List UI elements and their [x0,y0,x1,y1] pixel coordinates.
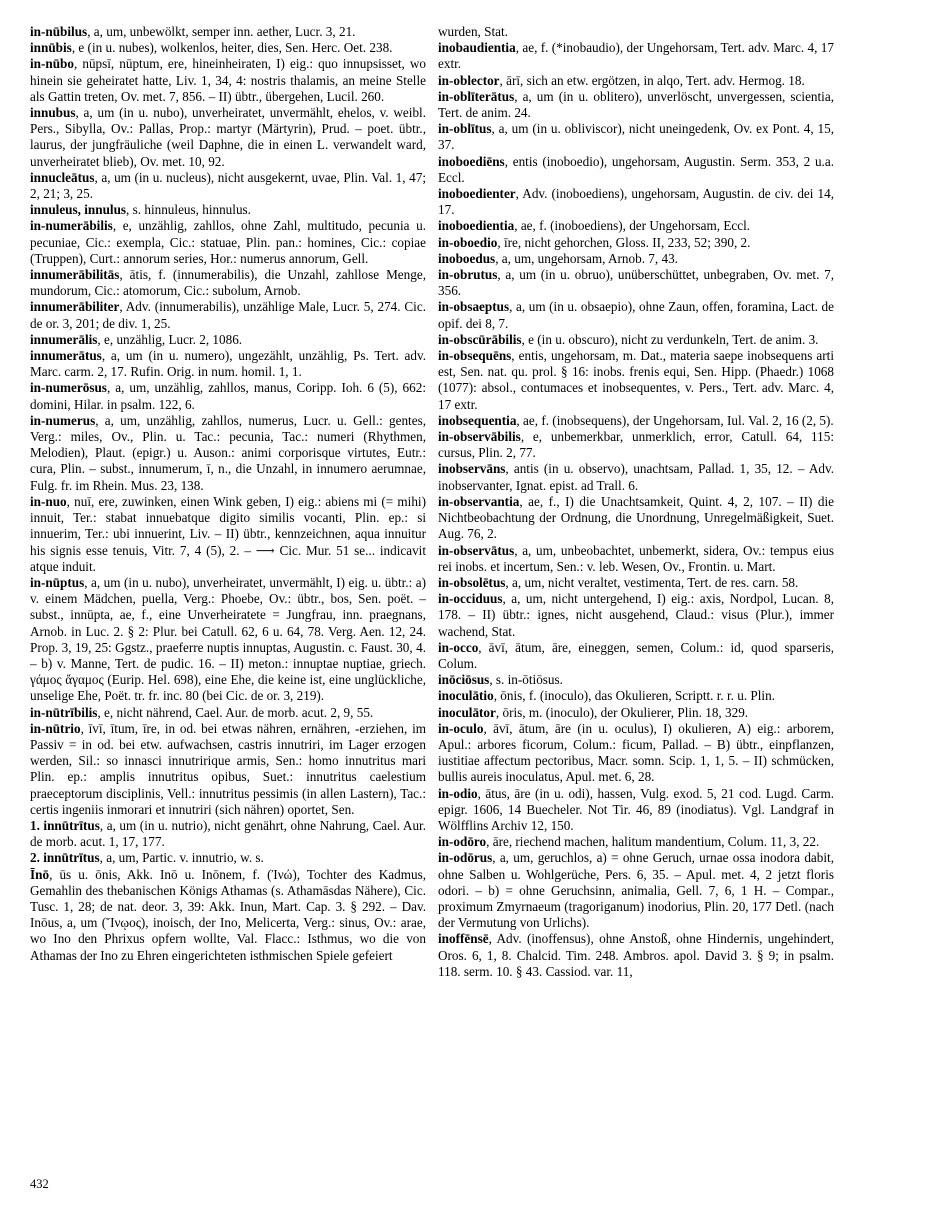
dictionary-entry [30,218,426,267]
dictionary-entry [438,721,834,786]
entry-definition: , s. hinnuleus, hinnulus. [126,202,251,218]
entry-headword: in-nūtrio [30,720,81,736]
entry-headword: inoculātor [438,704,496,720]
dictionary-entry [438,850,834,931]
dictionary-entry [438,834,834,850]
entry-definition: , nūpsī, nūptum, ere, hineinheiraten, I) eig.: quo innupsisset, wo hinein sie geheiratet hatte, Liv. 1, 34, 4: nostris thalamis, an meine Stelle als Gattin treten, Ov. met. 7, 856. – II) übtr., übergehen, Lucil. 260. [30,56,426,104]
entry-headword: in-occiduus [438,591,503,607]
entry-headword: in-odōro [438,834,487,850]
dictionary-entry [30,818,426,850]
dictionary-entry [438,267,834,299]
dictionary-entry [438,332,834,348]
dictionary-entry [438,494,834,543]
dictionary-entry [30,575,426,705]
dictionary-entry [30,413,426,494]
dictionary-entry [438,186,834,218]
dictionary-entry [30,299,426,331]
entry-definition: , e, unzählig, zahllos, ohne Zahl, multitudo, pecunia u. pecuniae, Cic.: exempla, Cic.: statuae, Plin. pan.: homines, Cic.: copiae (Truppen), Curt.: annorum series, Hor.: numerus annorum, Gell. [30,218,426,266]
dictionary-entry [438,218,834,234]
entry-definition: , ūs u. ōnis, Akk. Inō u. Inōnem, f. (Ἰνώ), Tochter des Kadmus, Gemahlin des thebanischen Königs Athamas (s. Athamāsdas Nähere), Cic. Tusc. 1, 28; de nat. deor. 3, 39: Akk. Inun, Mart. Cap. 3. § 292. – Dav. Inōus, a, um (Ἴνῳος), inoisch, der Ino, Melicerta, Verg.: sinus, Ov.: arae, wo Ino den Phrixus opfern wollte, Val. Flacc.: Isthmus, wo die von Athamas der Ino zu Ehren eingerichteten isthmischen Spiele gefeiert [30,866,426,963]
entry-headword: in-oblītus [438,121,492,137]
entry-definition: , a, um (in u. oblitero), unverlöscht, unvergessen, scientia, Tert. de anim. 24. [438,88,834,121]
entry-headword: inoffēnsē [438,931,489,947]
entry-definition: , s. in-ōtiōsus. [489,672,563,688]
entry-definition: , a, um, ungehorsam, Arnob. 7, 43. [495,250,678,266]
dictionary-entry [30,705,426,721]
entry-headword: in-oblector [438,72,500,88]
entry-definition: , ātis, f. (innumerabilis), die Unzahl, zahllose Menge, mundorum, Cic.: atomorum, Cic.: subolum, Arnob. [30,267,426,299]
entry-headword: inobaudientia [438,40,516,56]
entry-definition: , Adv. (inoboediens), ungehorsam, Augustin. de civ. dei 14, 17. [438,186,834,218]
entry-definition: , ōris, m. (inoculo), der Okulierer, Plin. 18, 329. [495,704,749,720]
dictionary-entry [438,591,834,640]
dictionary-entry [438,348,834,413]
entry-definition: , a, um, nicht veraltet, vestimenta, Tert. de res. carn. 58. [505,574,799,590]
entry-definition: wurden, Stat. [438,24,508,39]
dictionary-entry [438,575,834,591]
entry-headword: in-obsequēns [438,348,512,364]
entry-definition: , a, um (in u. obliviscor), nicht uneingedenk, Ov. ex Pont. 4, 15, 37. [438,121,834,153]
dictionary-entry [438,931,834,980]
entry-definition: , e, unbemerkbar, unmerklich, error, Catull. 64, 115: cursus, Plin. 2, 77. [438,429,834,461]
entry-definition: , e, nicht nährend, Cael. Aur. de morb. acut. 2, 9, 55. [97,704,374,720]
entry-definition: , a, um, nicht untergehend, I) eig.: axis, Nordpol, Lucan. 8, 178. – II) übtr.: ignes, nicht ausgehend, Claud.: visus (Plur.), immer wachend, Stat. [438,591,834,639]
entry-headword: in-oculo [438,720,484,736]
dictionary-entry [30,56,426,105]
entry-definition: , āvī, ātum, āre (in u. oculus), I) okulieren, A) eig.: arborem, Apul.: arbores ficorum, Colum.: ficum, Pallad. – B) übtr., einpflanzen, iustitiae affectum pectoribus, Macr. somn. Scip. 1, 1, 5. – II) schmücken, bullis aureis inoculatus, Apul. met. 6, 28. [438,720,834,785]
dictionary-entry [438,40,834,72]
entry-definition: , a, um (in u. nubo), unverheiratet, unvermählt, I) eig. u. übtr.: a) v. einem Mädchen, puella, Verg.: Phoebe, Ov.: übtr., bos, Sen. poët. – subst., innūpta, ae, f., eine Unverheiratete = Jungfrau, inn. praegnans, Arnob. in Luc. 2. § 2: Plur. bei Catull. 62, 6 u. 64, 78. Verg. Aen. 12, 24. Prop. 3, 19, 25: Ggstz., praeferre nuptis innuptas, Augustin. c. Faust. 30, 4. – b) v. Manne, Tert. de pudic. 16. – II) meton.: innuptae nuptiae, griech. γάμος ἄγαμος (Eurip. Hel. 698), eine Ehe, die keine ist, eine unglückliche, unselige Ehe, Poët. tr. fr. inc. 80 (bei Cic. de or. 3, 219). [30,574,426,704]
dictionary-entry [438,543,834,575]
entry-definition: , Adv. (innumerabilis), unzählige Male, Lucr. 5, 274. Cic. de or. 3, 201; de div. 1, 25. [30,299,426,331]
entry-headword: in-odōrus [438,850,493,866]
dictionary-entry [438,89,834,121]
entry-headword: innumerābiliter [30,299,120,315]
entry-headword: inobsequentia [438,412,517,428]
right-column [438,24,834,980]
entry-headword: inoboediēns [438,153,505,169]
dictionary-entry [30,105,426,170]
entry-headword: in-numerābilis [30,218,113,234]
entry-headword: in-observātus [438,542,515,558]
entry-headword: in-nūptus [30,574,85,590]
dictionary-entry [438,786,834,835]
dictionary-entry [438,672,834,688]
entry-definition: , a, um (in u. nucleus), nicht ausgekernt, uvae, Plin. Val. 1, 47; 2, 21; 3, 25. [30,169,426,202]
entry-headword: in-obsolētus [438,574,506,590]
entry-headword: Īnō [30,866,50,882]
entry-definition: , ārī, sich an etw. ergötzen, in alqo, Tert. adv. Hermog. 18. [499,72,805,88]
entry-headword: innubus [30,105,76,121]
dictionary-entry [438,299,834,331]
dictionary-entry [30,348,426,380]
entry-headword: inoboedientia [438,218,515,234]
dictionary-entry [30,332,426,348]
entry-headword: innūbis [30,40,72,56]
entry-headword: in-observantia [438,493,520,509]
dictionary-entry [438,413,834,429]
dictionary-entry [30,40,426,56]
entry-headword: in-oboedio [438,234,498,250]
dictionary-entry [30,267,426,299]
dictionary-entry [438,688,834,704]
entry-headword: innumerālis [30,331,98,347]
entry-headword: 2. innūtrītus [30,850,100,866]
entry-definition: , a, um (in u. nutrio), nicht genährt, ohne Nahrung, Cael. Aur. de morb. acut. 1, 17, 177. [30,817,426,850]
entry-definition: , ae, f., I) die Unachtsamkeit, Quint. 4, 2, 107. – II) die Nichtbeobachtung der Ordnung, die Unordnung, Unregelmäßigkeit, Suet. Aug. 76, 2. [438,493,834,542]
entry-definition: , antis (in u. observo), unachtsam, Pallad. 1, 35, 12. – Adv. inobservanter, Ignat. epist. ad Trall. 6. [438,461,834,493]
entry-definition: , a, um (in u. numero), ungezählt, unzählig, Ps. Tert. adv. Marc. carm. 2, 17. Rufin. Orig. in num. homil. 1, 1. [30,348,426,380]
entry-definition: , ae, f. (*inobaudio), der Ungehorsam, Tert. adv. Marc. 4, 17 extr. [438,40,834,72]
entry-definition: , a, um, unbewölkt, semper inn. aether, Lucr. 3, 21. [87,24,356,39]
entry-definition: , Adv. (inoffensus), ohne Anstoß, ohne Hindernis, ungehindert, Oros. 6, 1, 8. Chalcid. Tim. 248. Ambros. apol. David 3. § 9; in psalm. 118. serm. 10. § 43. Cassiod. var. 11, [438,931,834,979]
entry-definition: , ātus, āre (in u. odi), hassen, Vulg. exod. 5, 21 cod. Lugd. Carm. epigr. 1606, 14 Buecheler. Not Tir. 46, 89 (inodiatus). Vgl. Landgraf in Wölfflins Archiv 12, 150. [438,785,834,833]
dictionary-entry [438,235,834,251]
entry-headword: 1. innūtrītus [30,817,100,833]
dictionary-entry [438,705,834,721]
entry-headword: in-nūtrībilis [30,704,98,720]
entry-definition: , a, um (in u. obsaepio), ohne Zaun, offen, foramina, Lact. de opif. dei 8, 7. [438,299,834,331]
entry-headword: in-nūbo [30,56,74,72]
entry-headword: inoboedus [438,250,496,266]
entry-definition: , ōnis, f. (inoculo), das Okulieren, Scriptt. r. r. u. Plin. [493,688,775,704]
entry-headword: in-oblīterātus [438,88,515,104]
entry-headword: in-obsaeptus [438,299,510,315]
entry-headword: in-obrutus [438,267,498,283]
entry-definition: , āvī, ātum, āre, eineggen, semen, Colum.: id, quod sparseris, Colum. [438,639,834,671]
dictionary-entry [30,494,426,575]
entry-headword: in-numerus [30,412,96,428]
entry-definition: , a, um (in u. obruo), unüberschüttet, unbegraben, Ov. met. 7, 356. [438,267,834,299]
entry-headword: in-odio [438,785,478,801]
left-column [30,24,426,964]
dictionary-entry [30,170,426,202]
entry-definition: , entis (inoboedio), ungehorsam, Augustin. Serm. 353, 2 u.a. Eccl. [438,153,834,185]
dictionary-entry [438,121,834,153]
dictionary-entry [438,251,834,267]
entry-headword: inōciōsus [438,672,490,688]
dictionary-entry [438,73,834,89]
entry-headword: inobservāns [438,461,506,477]
entry-definition: , e (in u. obscuro), nicht zu verdunkeln, Tert. de anim. 3. [521,331,819,347]
entry-definition: , a, um (in u. nubo), unverheiratet, unvermählt, ehelos, v. weibl. Pers., Sibylla, Ov.: Pallas, Prop.: martyr (Märtyrin), Prud. – poet. übtr., laurus, der jungfräuliche (weil Daphne, die in einen L. verwandelt ward, unverheiratet blieb), Ov. met. 10, 92. [30,105,426,169]
entry-definition: , entis, ungehorsam, m. Dat., materia saepe inobsequens arti est, Sen. nat. qu. prol. § 16: inobs. frenis equi, Sen. Hipp. (Phaedr.) 1068 (1077): absol., contumaces et inobsequentes, v. Pers., Tert. adv. Marc. 4, 17 extr. [438,348,834,412]
entry-definition: , a, um, Partic. v. innutrio, w. s. [99,850,264,866]
entry-headword: in-occo [438,639,479,655]
dictionary-entry [438,461,834,493]
entry-headword: innumerātus [30,348,102,364]
entry-headword: innuleus, innulus [30,202,127,218]
entry-definition: , ae, f. (inobsequens), der Ungehorsam, Iul. Val. 2, 16 (2, 5). [516,412,834,428]
dictionary-entry [438,640,834,672]
entry-definition: , e (in u. nubes), wolkenlos, heiter, dies, Sen. Herc. Oet. 238. [71,40,393,56]
entry-headword: innucleātus [30,169,95,185]
dictionary-entry [438,429,834,461]
entry-headword: in-numerōsus [30,380,107,396]
dictionary-entry [30,202,426,218]
dictionary-entry [30,850,426,866]
entry-definition: , a, um, unzählig, zahllos, numerus, Lucr. u. Gell.: gentes, Verg.: miles, Ov., Plin. u. Tac.: pecunia, Tac.: numeri (Rhythmen, Melodien), Plaut. (epigr.) u. Auson.: animi corporisque virtutes, Eutr.: cura, Plin. – subst., innumerum, ī, n., die Unzahl, in innumero aerumnae, Fulg. fr. im Rhein. Mus. 23, 138. [30,412,426,493]
dictionary-entry [438,24,834,40]
entry-definition: , ae, f. (inoboediens), der Ungehorsam, Eccl. [514,218,751,234]
entry-definition: , nuī, ere, zuwinken, einen Wink geben, I) eig.: abiens mi (= mihi) innuit, Ter.: stabat innuebatque digito similis vocanti, Plin. ep.: si innuerim, Ter.: ubi innuerint, Liv. – II) übtr., kennzeichnen, aqua innuitur his signis esse tenuis, Vitr. 7, 4 (5), 2. – ⟶ Cic. Mur. 51 se... indicavit atque induit. [30,493,426,574]
dictionary-page [30,24,908,1191]
page-number: 432 [30,1177,49,1191]
entry-headword: in-observābilis [438,429,521,445]
dictionary-entry [30,867,426,964]
entry-headword: in-nuo [30,493,67,509]
dictionary-entry [30,380,426,412]
entry-definition: , a, um, unzählig, zahllos, manus, Coripp. Ioh. 6 (5), 662: domini, Hilar. in psalm. 122, 6. [30,380,426,412]
entry-definition: , īvī, ītum, īre, in od. bei etwas nähren, ernähren, -erziehen, im Passiv = in od. bei etw. aufwachsen, castris innutriri, im Lager erzogen werden, Sil.: so innasci innutririque armis, Sen.: homo innutritus mari Plin. ep.: amplis innutritus opibus, Suet.: innutritus caelestium praeceptorum disciplinis, Vell.: innutritus pessimis (in allen Lastern), Tac.: certis ingeniis inmorari et innutriri (sich nähren) oportet, Sen. [30,720,426,817]
entry-headword: inoboedienter [438,186,516,202]
entry-definition: , a, um, geruchlos, a) = ohne Geruch, urnae ossa inodora dabit, ohne Salben u. Wohlgerüche, Pers. 6, 35. – Apul. met. 4, 2 jetzt floris odori. – b) = ohne Geruchsinn, animalia, Gell. 7, 6, 1 H. – Compar., proximum Zmyrnaeum (tragoriganum) inodorius, Plin. 20, 177 Detl. (nach der Vermutung von Urlichs). [438,850,834,931]
entry-headword: in-nūbilus [30,24,88,39]
dictionary-entry [438,154,834,186]
entry-headword: innumerābilitās [30,267,120,283]
dictionary-entry [30,24,426,40]
entry-headword: inoculātio [438,688,494,704]
entry-definition: , a, um, unbeobachtet, unbemerkt, sidera, Ov.: tempus eius rei inobs. et incertum, Sen.: v. leb. Wesen, Ov., Frontin. u. Mart. [438,542,834,574]
entry-definition: , e, unzählig, Lucr. 2, 1086. [97,331,243,347]
entry-definition: , āre, riechend machen, halitum mandentium, Colum. 11, 3, 22. [486,834,820,850]
dictionary-entry [30,721,426,818]
entry-definition: , īre, nicht gehorchen, Gloss. II, 233, 52; 390, 2. [497,234,751,250]
entry-headword: in-obscūrābilis [438,331,522,347]
